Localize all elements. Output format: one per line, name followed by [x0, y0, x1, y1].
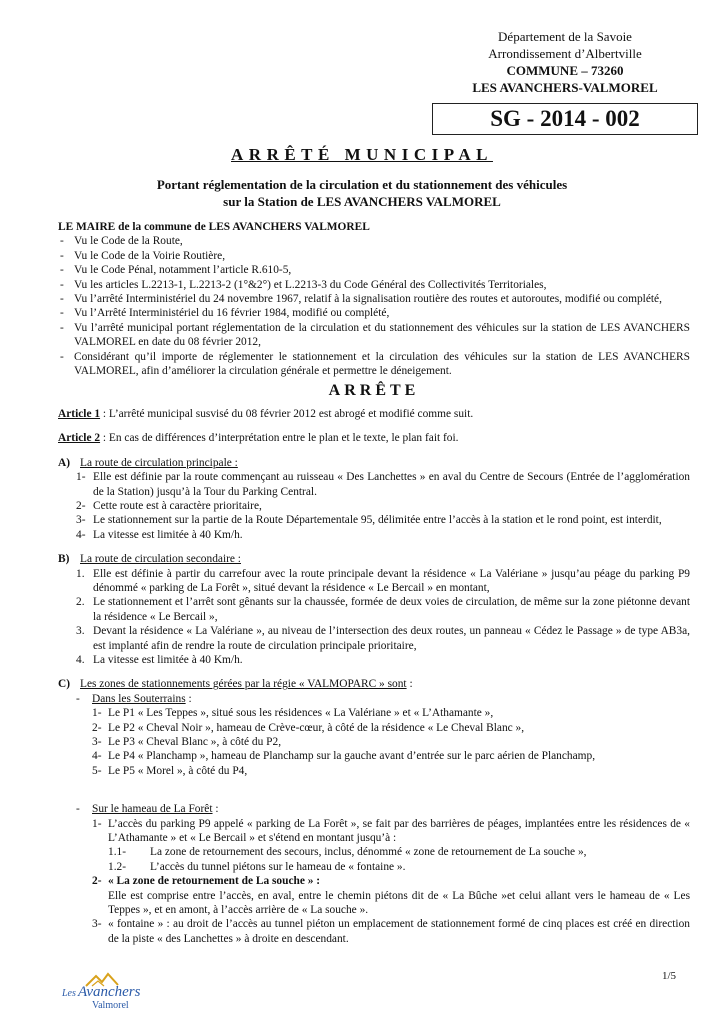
- item-number: 1-: [92, 817, 102, 830]
- vu-item: - Vu l’arrêté Interministériel du 24 novembre 1967, relatif à la signalisation routière des routes et autoroutes, modifié ou complété,: [58, 292, 690, 306]
- vu-item: - Vu l’arrêté municipal portant réglementation de la circulation et du stationnement des véhicules sur la station de LES AVANCHERS VALMOREL en date du 08 février 2012,: [58, 321, 690, 350]
- logo-prefix: Les: [62, 988, 76, 999]
- header-commune-name: LES AVANCHERS-VALMOREL: [472, 80, 658, 95]
- item-number: 2-: [76, 499, 86, 512]
- article-1: [58, 407, 690, 421]
- logo-line-1: Avanchers: [78, 984, 141, 1000]
- list-item: [58, 528, 690, 542]
- item-text: « fontaine » : au droit de l’accès au tunnel piéton un emplacement de stationnement formé de cinq places est créé en direction de la piste « des Lanchettes » à droite en descendant.: [108, 918, 690, 945]
- list-item: [58, 721, 690, 735]
- item-number: 2-: [92, 875, 102, 888]
- header-block: [450, 28, 680, 96]
- list-item: [58, 567, 690, 596]
- souterrains-heading: [58, 692, 690, 706]
- document-body: [58, 220, 690, 946]
- section-c-letter: C): [58, 678, 71, 691]
- vu-item: - Vu le Code de la Voirie Routière,: [58, 249, 690, 263]
- item-number: 1.: [76, 567, 85, 580]
- item-text: L’accès du parking P9 appelé « parking de La Forêt », se fait par des barrières de péages, implantées entre les résidences de « L’Athamante » et « Le Bercail » et s'étend en montant jusqu’à :: [108, 817, 690, 845]
- page-number: 1/5: [661, 970, 676, 982]
- header-department: Département de la Savoie: [498, 29, 632, 44]
- item-number: 1-: [76, 471, 86, 484]
- document-subtitle: [0, 176, 724, 210]
- item-number: 1.2-: [108, 860, 127, 873]
- item-number: 3-: [92, 918, 102, 931]
- maire-rest: de la commune de LES AVANCHERS VALMOREL: [115, 221, 370, 233]
- item-text: Devant la résidence « La Valériane », au niveau de l’intersection des deux routes, un panneau « Cédez le Passage » de type AB3a, est implanté afin de rendre la route de circulation principale prioritaire,: [93, 625, 690, 652]
- article-1-label: Article 1: [58, 407, 101, 420]
- item-number: 4-: [76, 528, 86, 541]
- item-number: 1-: [92, 707, 102, 720]
- section-a-title: La route de circulation principale :: [80, 456, 238, 469]
- arrete-heading: ARRÊTE: [328, 382, 420, 400]
- item-text: « La zone de retournement de La souche » :: [108, 875, 321, 888]
- sub-list-item: [58, 860, 690, 874]
- item-number: 3-: [92, 736, 102, 748]
- vu-item: - Vu l’Arrêté Interministériel du 16 février 1984, modifié ou complété,: [58, 306, 690, 320]
- article-2-text: : En cas de différences d’interprétation entre le plan et le texte, le plan fait foi.: [100, 432, 459, 445]
- section-b-title: La route de circulation secondaire :: [80, 553, 241, 566]
- item-text: Le P4 « Planchamp », hameau de Planchamp sur la gauche avant d’entrée sur le parc aérien de Planchamp,: [108, 750, 596, 763]
- item-number: 2.: [76, 596, 85, 609]
- item-number: 4.: [76, 653, 85, 666]
- subtitle-line-2: sur la Station de LES AVANCHERS VALMOREL: [223, 194, 501, 209]
- item-text: Le stationnement sur la partie de la Route Départementale 95, délimitée entre l’accès à la station et le rond point, est interdit,: [93, 514, 662, 527]
- item-text: Le P3 « Cheval Blanc », à côté du P2,: [108, 736, 282, 748]
- section-c-tail: :: [406, 678, 413, 691]
- vu-item: - Vu les articles L.2213-1, L.2213-2 (1°&2°) et L.2213-3 du Code Général des Collectivités Territoriales,: [58, 278, 690, 292]
- item-number: 4-: [92, 750, 102, 763]
- item-text: Cette route est à caractère prioritaire,: [93, 499, 262, 512]
- foret-title: Sur le hameau de La Forêt: [92, 803, 213, 816]
- item-text: Elle est définie à partir du carrefour avec la route principale devant la résidence « La Valériane » jusqu’au péage du parking P9 dénommé « parking de La Forêt », situé devant la résidence « Le Bercail » en montant,: [93, 567, 690, 594]
- section-b-heading: [58, 552, 690, 566]
- commune-logo: [60, 972, 150, 1018]
- vu-item: - Vu le Code Pénal, notamment l’article R.610-5,: [58, 263, 690, 277]
- section-c-title: Les zones de stationnements gérées par la régie « VALMOPARC » sont: [80, 678, 407, 691]
- item-text: Le P2 « Cheval Noir », hameau de Crève-cœur, à côté de la résidence « Le Cheval Blanc »,: [108, 721, 525, 734]
- item-number: 2-: [92, 721, 102, 734]
- article-2: [58, 431, 690, 445]
- list-item: [58, 735, 690, 749]
- section-c: [58, 677, 690, 946]
- item-number: 1.1-: [108, 846, 127, 859]
- list-item: [58, 817, 690, 846]
- sub-list-item: [58, 845, 690, 859]
- header-arrondissement: Arrondissement d’Albertville: [488, 46, 642, 61]
- considerant-item: - Considérant qu’il importe de réglementer le stationnement et la circulation des véhicules sur la station de LES AVANCHERS VALMOREL, afin d’améliorer la circulation générale et permettre le déneigement.: [58, 350, 690, 379]
- list-item: [58, 499, 690, 513]
- logo-line-2: Valmorel: [92, 1000, 129, 1011]
- section-b: [58, 552, 690, 667]
- article-2-label: Article 2: [58, 432, 101, 445]
- vu-item: - Vu le Code de la Route,: [58, 234, 690, 248]
- section-a-heading: [58, 456, 690, 470]
- list-item: [58, 874, 690, 888]
- item-text: La zone de retournement des secours, inclus, dénommé « zone de retournement de La souche »,: [150, 846, 587, 859]
- section-c-heading: [58, 677, 690, 691]
- souterrains-title: Dans les Souterrains: [92, 692, 186, 705]
- section-b-letter: B): [58, 553, 70, 566]
- list-item: [58, 917, 690, 946]
- header-commune-code: COMMUNE – 73260: [506, 63, 624, 78]
- list-item: [58, 624, 690, 653]
- list-item: [58, 513, 690, 527]
- document-title: ARRÊTÉ MUNICIPAL: [231, 145, 493, 164]
- item-text: Le P5 « Morel », à côté du P4,: [108, 764, 248, 777]
- list-item-description: Elle est comprise entre l’accès, en aval, entre le chemin piétons dit de « La Bûche »et celui allant vers le hameau de « Les Teppes », et en amont, à l’accès arrière de « La souche ».: [108, 889, 690, 917]
- item-number: 3-: [76, 514, 86, 527]
- list-item: [58, 749, 690, 763]
- item-text: La vitesse est limitée à 40 Km/h.: [93, 653, 243, 666]
- section-a: [58, 456, 690, 542]
- item-text: Le P1 « Les Teppes », situé sous les résidences « La Valériane » et « L’Athamante »,: [108, 707, 494, 720]
- list-item: [58, 764, 690, 778]
- item-text: Elle est définie par la route commençant au ruisseau « Des Lanchettes » en aval du Centre de Secours (Entrée de l’agglomération de la Station) jusqu’à la Tour du Parking Central.: [93, 471, 690, 498]
- subtitle-line-1: Portant réglementation de la circulation et du stationnement des véhicules: [156, 177, 568, 192]
- list-item: [58, 595, 690, 624]
- item-text: L’accès du tunnel piétons sur le hameau de « fontaine ».: [150, 860, 406, 873]
- foret-heading: [58, 802, 690, 816]
- maire-heading: [58, 220, 690, 234]
- item-number: 3.: [76, 625, 85, 638]
- item-text: La vitesse est limitée à 40 Km/h.: [93, 528, 243, 541]
- maire-bold: LE MAIRE: [58, 221, 116, 233]
- item-text: Le stationnement et l’arrêt sont gênants sur la chaussée, formée de deux voies de circulation, de même sur la zone piétonne devant la résidence « Le Bercail »,: [93, 596, 690, 623]
- list-item: [58, 470, 690, 499]
- souterrains-tail: :: [185, 692, 192, 705]
- article-1-text: : L’arrêté municipal susvisé du 08 février 2012 est abrogé et modifié comme suit.: [100, 407, 474, 420]
- item-number: 5-: [92, 764, 102, 777]
- foret-tail: :: [212, 803, 219, 816]
- reference-box: SG - 2014 - 002: [432, 103, 698, 135]
- list-item: [58, 653, 690, 667]
- list-item: [58, 706, 690, 720]
- section-a-letter: A): [58, 456, 71, 469]
